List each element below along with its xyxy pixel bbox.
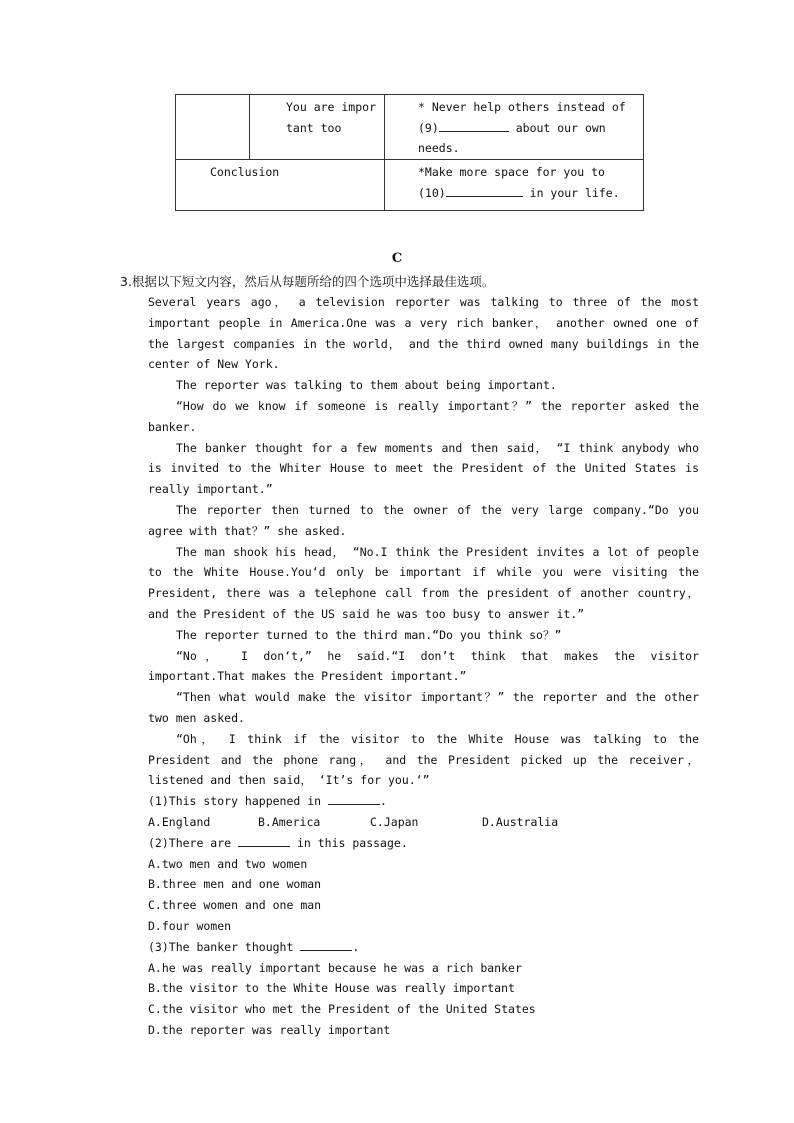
table-cell-line: * Never help others instead of [418, 100, 626, 114]
table-row [176, 160, 644, 211]
option-d[interactable]: D.Australia [482, 814, 559, 829]
table-cell-line: *Make more space for you to [418, 165, 605, 179]
answer-blank[interactable] [238, 833, 290, 847]
passage-paragraph: The reporter then turned to the owner of the very large company.“Do you agree with that？” she asked. [148, 502, 699, 538]
question-2 [148, 833, 699, 937]
question-stem-end: in this passage. [296, 835, 408, 850]
option-d[interactable]: D.the reporter was really important [148, 1022, 391, 1037]
answer-blank[interactable] [446, 183, 523, 197]
reading-passage [148, 292, 699, 1041]
table-cell-empty [176, 95, 250, 160]
option-c[interactable]: C.Japan [370, 814, 419, 829]
option-b[interactable]: B.America [258, 814, 321, 829]
option-c[interactable]: C.three women and one man [148, 898, 322, 913]
question-stem-end: . [380, 794, 387, 809]
table-cell-line [418, 118, 637, 159]
table-cell-label: Conclusion [176, 160, 385, 211]
answer-blank[interactable] [300, 937, 352, 951]
option-b[interactable]: B.the visitor to the White House was really important [148, 981, 515, 996]
section-heading: C [391, 251, 403, 266]
table-cell-line [418, 183, 637, 204]
answer-blank[interactable] [328, 791, 380, 805]
option-a[interactable]: A.he was really important because he was a rich banker [148, 960, 522, 975]
question-options [148, 812, 699, 833]
instruction-text: 3.根据以下短文内容，然后从每题所给的四个选项中选择最佳选项。 [120, 274, 495, 289]
passage-paragraph: “Oh， I think if the visitor to the White House was talking to the President and the phone rang， and the President picked up the receiver， listened and then said， ‘It’s for you.‘” [148, 731, 699, 788]
table-cell-category: You are important too [250, 95, 385, 160]
option-c[interactable]: C.the visitor who met the President of the United States [148, 1002, 536, 1017]
option-b[interactable]: B.three men and one woman [148, 877, 322, 892]
passage-paragraph: The reporter turned to the third man.“Do you think so？” [176, 627, 562, 642]
option-a[interactable]: A.two men and two women [148, 856, 308, 871]
table-cell-content [385, 95, 644, 160]
question-stem-end: . [352, 939, 360, 954]
passage-paragraph: The banker thought for a few moments and then said， “I think anybody who is invited to the Whiter House to meet the President of the United States is really important.” [148, 440, 699, 497]
blank-trailing-text: about our own needs. [418, 120, 606, 155]
question-stem-text: (2)There are [148, 835, 232, 850]
table-row [176, 95, 644, 160]
passage-paragraph: The man shook his head， “No.I think the President invites a lot of people to the White House.You‘d only be important if while you were visiting the President, there was a telephone call from the president of another country， and the President of the US said he was too busy to answer it.” [148, 544, 699, 621]
question-3 [148, 937, 699, 1041]
table-cell-content [385, 160, 644, 211]
passage-paragraph: “How do we know if someone is really important？” the reporter asked the banker. [148, 398, 699, 434]
passage-paragraph: Several years ago， a television reporter was talking to three of the most important people in America.One was a very rich banker， another owned one of the largest companies in the world， and the third owned many buildings in the center of New York. [148, 295, 699, 372]
question-stem [148, 833, 699, 854]
blank-trailing-text: in your life. [529, 185, 620, 200]
blank-number: (9) [418, 120, 439, 135]
question-stem-text: (3)The banker thought [148, 939, 294, 954]
summary-table [175, 94, 644, 211]
question-stem-text: (1)This story happened in [148, 794, 322, 809]
blank-number: (10) [418, 185, 446, 200]
option-a[interactable]: A.England [148, 814, 211, 829]
option-d[interactable]: D.four women [148, 918, 232, 933]
question-stem [148, 791, 699, 812]
question-stem [148, 937, 699, 958]
answer-blank[interactable] [439, 118, 509, 132]
passage-paragraph: The reporter was talking to them about being important. [176, 378, 557, 393]
passage-paragraph: “No， I don‘t,” he said.“I don’t think that makes the visitor important.That makes the President important.” [148, 648, 699, 684]
question-1 [148, 791, 699, 833]
passage-paragraph: “Then what would make the visitor important？” the reporter and the other two men asked. [148, 690, 699, 725]
